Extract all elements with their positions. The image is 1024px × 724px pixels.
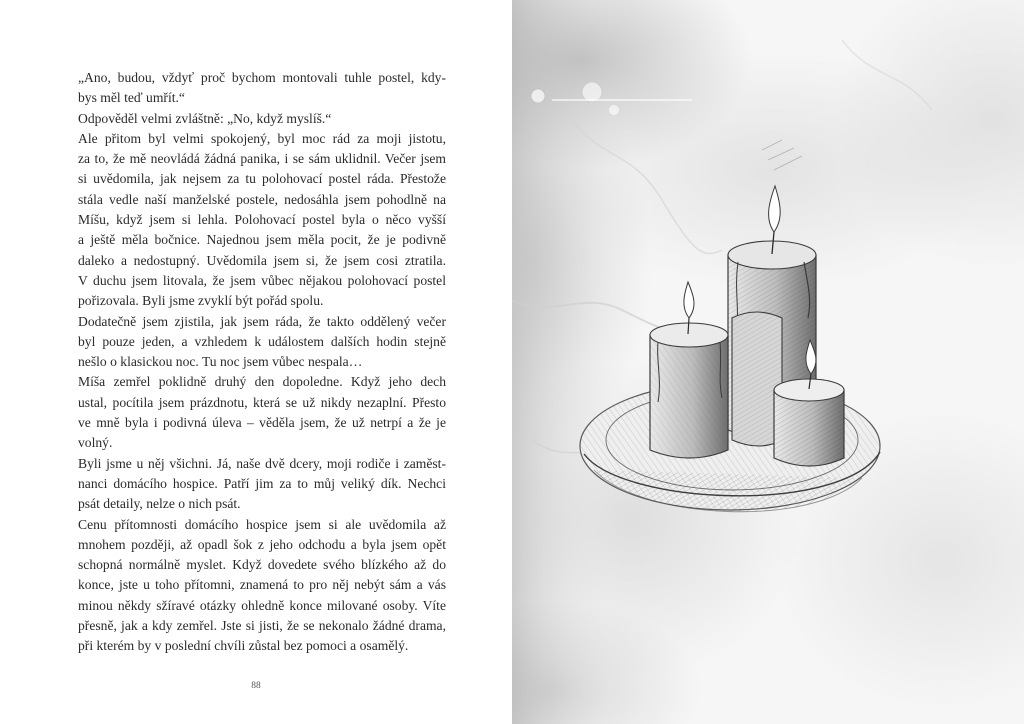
- text-line: Byli jsme u něj všichni. Já, naše dvě dcery, moji rodiče i zaměst-: [78, 455, 446, 471]
- text-line: schopná normálně myslet. Když dovedete svého blízkého až do: [78, 557, 446, 573]
- text-line: Míšu, když jsem si lehla. Polohovací postel byla o něco vyšší: [78, 212, 446, 228]
- text-line: daleko a nedostupný. Uvědomila jsem si, že jsem cosi ztratila.: [78, 252, 446, 268]
- text-line: volný.: [78, 435, 113, 451]
- text-line: stála vedle naší manželské postele, nedosáhla jsem pohodlně na: [78, 191, 446, 207]
- text-line: V duchu jsem litovala, že jsem vůbec nějakou polohovací postel: [78, 272, 446, 288]
- text-line: Dodatečně jsem zjistila, jak jsem ráda, že takto oddělený večer: [78, 313, 446, 329]
- text-line: za to, že mě neovládá žádná panika, i se sám uklidnil. Večer jsem: [78, 151, 446, 167]
- paragraph: [78, 68, 446, 109]
- paragraph: [78, 454, 446, 515]
- text-line: mnohem později, až opadl šok z jeho odchodu a byla jsem opět: [78, 536, 446, 552]
- text-line: „Ano, budou, vždyť proč bychom montovali tuhle postel, kdy-: [78, 70, 446, 85]
- text-line: Ale přitom byl velmi spokojený, byl moc rád za moji jistotu,: [78, 130, 446, 146]
- page-number: 88: [251, 681, 261, 691]
- paragraph: [78, 312, 446, 373]
- text-line: ustal, pocítila jsem prázdnotu, která se už nikdy nezaplní. Přesto: [78, 394, 446, 410]
- text-line: ve mně byla i podivná úleva – věděla jsem, že už netrpí a že je: [78, 415, 446, 431]
- paragraph: [78, 515, 446, 657]
- text-line: Odpověděl velmi zvláštně: „No, když myslíš.“: [78, 110, 332, 126]
- candles-illustration-icon: [512, 0, 1024, 724]
- text-line: přesně, jak a kdy zemřel. Jste si jisti, že se nekonalo žádné drama,: [78, 618, 446, 634]
- text-line: psát detaily, nelze o nich psát.: [78, 496, 241, 512]
- paragraph: [78, 129, 446, 312]
- paragraph: [78, 372, 446, 453]
- text-line: při kterém by v poslední chvíli zůstal bez pomoci a osamělý.: [78, 638, 409, 654]
- text-line: konce, jste u toho přítomni, znamená to pro něj nebýt sám a vás: [78, 577, 446, 593]
- text-line: byl pouze jeden, a vzhledem k událostem dalších hodin stejně: [78, 333, 446, 349]
- text-line: nešlo o klasickou noc. Tu noc jsem vůbec nespala…: [78, 354, 363, 370]
- text-line: si uvědomila, jak nejsem za tu polohovací postel ráda. Přestože: [78, 171, 446, 187]
- paragraph: [78, 109, 446, 129]
- text-line: bys měl teď umřít.“: [78, 90, 185, 106]
- text-line: minou někdy sžíravé otázky ohledně konce milované osoby. Víte: [78, 597, 446, 613]
- text-line: nanci domácího hospice. Patří jim za to můj veliký dík. Nechci: [78, 475, 446, 491]
- body-text: [78, 68, 446, 657]
- text-line: Cenu přítomnosti domácího hospice jsem si ale uvědomila až: [78, 516, 446, 532]
- text-line: Míša zemřel poklidně druhý den dopoledne. Když jeho dech: [78, 374, 446, 390]
- right-page: [512, 0, 1024, 724]
- text-line: a ještě měla bočnice. Najednou jsem měla pocit, že je podivně: [78, 232, 446, 248]
- text-line: pořizovala. Byli jsme zvyklí být pořád spolu.: [78, 293, 324, 309]
